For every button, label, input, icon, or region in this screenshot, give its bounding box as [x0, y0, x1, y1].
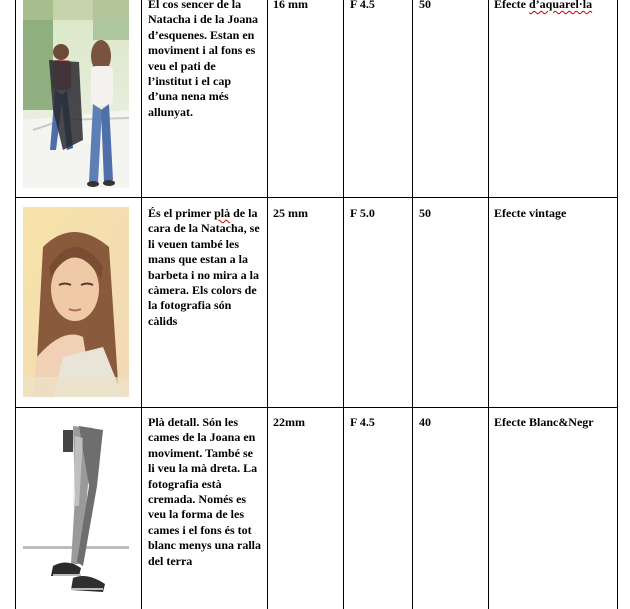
row3-description: Plà detall. Són les cames de la Joana en moviment. També se li veu la mà dreta. La fotografia està cremada. Només es veu la forma de les cames i el fons és tot blanc menys una ralla del terra [148, 415, 262, 568]
row1-aperture: F 4.5 [350, 0, 375, 11]
row2-effect: Efecte vintage [494, 206, 567, 220]
row2-description-prefix: És el primer [148, 206, 215, 220]
row1-iso: 50 [419, 0, 431, 11]
row2-iso: 50 [419, 206, 431, 220]
row1-effect-word: d’aquarel·la [528, 0, 593, 11]
photo-watercolor-icon [23, 0, 129, 188]
table-border-left [15, 0, 16, 609]
row2-description [148, 206, 262, 329]
row1-description: El cos sencer de la Natacha i de la Joana d’esquenes. Estan en moviment i al fons es veu el pati de l’institut i el cap d’una nena més allunyat. [148, 0, 259, 119]
row-divider-2 [15, 407, 618, 408]
table-border-right [617, 0, 618, 609]
row3-effect: Efecte Blanc&Negr [494, 415, 594, 429]
row2-aperture: F 5.0 [350, 206, 375, 220]
table-border-col4 [412, 0, 413, 609]
row2-description-flagged: plà [214, 206, 231, 220]
photo-vintage-girl-portrait [23, 207, 129, 397]
row2-description-rest: de la cara de la Natacha, se li veuen també les mans que estan a la barbeta i no mira a la càmera. Els colors de la fotografia són càlids [148, 206, 260, 328]
row1-focal-length: 16 mm [273, 0, 308, 11]
photo-black-white-legs [23, 416, 129, 606]
row-divider-1 [15, 197, 618, 198]
table-border-col1 [141, 0, 142, 609]
row3-focal-length: 22mm [273, 415, 305, 429]
row3-aperture: F 4.5 [350, 415, 375, 429]
row1-effect-prefix: Efecte [494, 0, 529, 11]
photo-bw-icon [23, 416, 129, 606]
row3-iso: 40 [419, 415, 431, 429]
row1-effect [494, 0, 592, 12]
table-border-col2 [267, 0, 268, 609]
photo-watercolor-two-girls-walking [23, 0, 129, 188]
table-border-col3 [343, 0, 344, 609]
photo-vintage-icon [23, 207, 129, 397]
table-border-col5 [488, 0, 489, 609]
row2-focal-length: 25 mm [273, 206, 308, 220]
